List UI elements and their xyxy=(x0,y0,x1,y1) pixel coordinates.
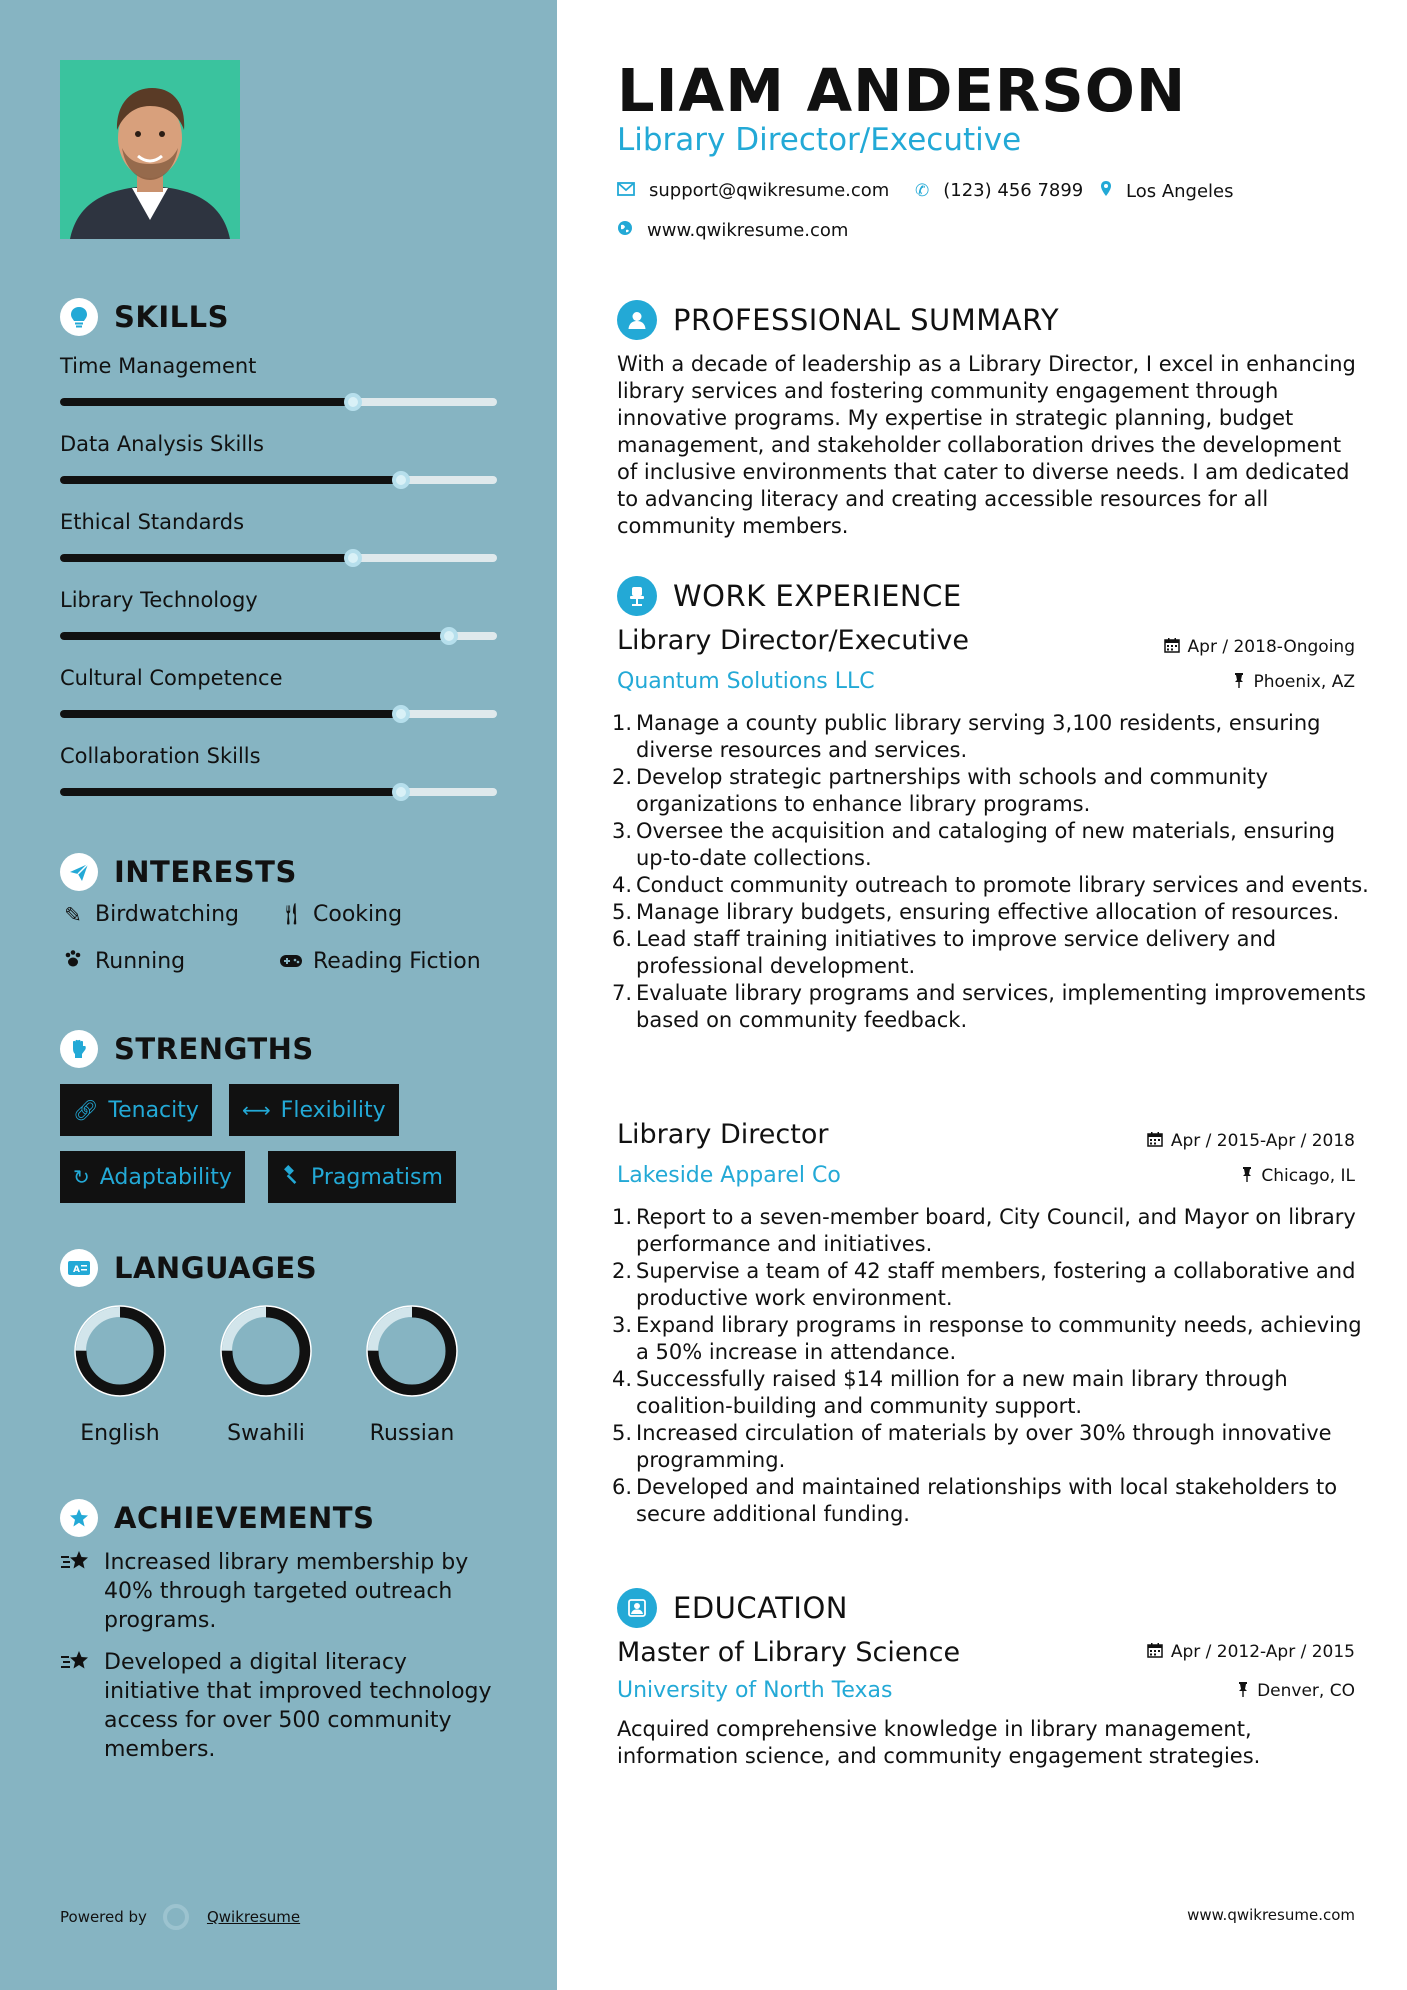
strength-label: Adaptability xyxy=(99,1164,232,1190)
shooting-star-icon xyxy=(60,1548,104,1635)
skill-name: Library Technology xyxy=(60,588,258,612)
bullet-text: Oversee the acquisition and cataloging of new materials, ensuring up-to-date collections. xyxy=(636,819,1336,870)
interests-title: INTERESTS xyxy=(114,855,297,889)
refresh-icon: ↻ xyxy=(73,1165,90,1189)
arrows-horizontal-icon: ⟷ xyxy=(242,1098,271,1122)
language-name: English xyxy=(80,1421,160,1446)
profile-photo xyxy=(60,60,240,239)
company-name: Quantum Solutions LLC xyxy=(617,669,875,694)
bullet-text: Successfully raised $14 million for a new main library through coalition-building and community support. xyxy=(636,1367,1288,1418)
skill-knob xyxy=(440,627,458,645)
bullet-item: 3. Expand library programs in response to community needs, achieving a 50% increase in attendance. xyxy=(609,1312,1369,1366)
job-location-text: Phoenix, AZ xyxy=(1253,672,1355,692)
job-title: Library Director xyxy=(617,1119,829,1150)
strength-badge xyxy=(60,1084,212,1136)
achievement-item xyxy=(60,1648,500,1764)
skill-bar xyxy=(60,398,497,406)
education-heading xyxy=(617,1588,848,1628)
bullet-item: 6. Developed and maintained relationships with local stakeholders to secure additional funding. xyxy=(609,1474,1369,1528)
strength-badge xyxy=(60,1151,245,1203)
strength-badge xyxy=(268,1151,456,1203)
skill-item xyxy=(60,584,500,662)
bullet-text: Developed and maintained relationships with local stakeholders to secure additional funding. xyxy=(636,1475,1338,1526)
bullet-item: 7. Evaluate library programs and services, implementing improvements based on community feedback. xyxy=(609,980,1369,1034)
strength-label: Pragmatism xyxy=(311,1164,443,1190)
bullet-text: Manage a county public library serving 3,100 residents, ensuring diverse resources and services. xyxy=(636,711,1321,762)
skill-item xyxy=(60,350,500,428)
skill-name: Data Analysis Skills xyxy=(60,432,264,456)
contact-website xyxy=(617,220,848,241)
pushpin-icon xyxy=(1241,1166,1253,1186)
language-icon xyxy=(60,1249,98,1287)
job-dates xyxy=(1164,637,1355,657)
contact-location xyxy=(1100,180,1234,202)
graduate-icon xyxy=(617,1588,657,1628)
job-dates xyxy=(1147,1131,1355,1151)
company-name: Lakeside Apparel Co xyxy=(617,1163,841,1188)
location-text: Los Angeles xyxy=(1126,180,1234,202)
bullet-item: 2. Develop strategic partnerships with schools and community organizations to enhance library programs. xyxy=(609,764,1369,818)
bullet-item: 5. Increased circulation of materials by over 30% through innovative programming. xyxy=(609,1420,1369,1474)
envelope-icon xyxy=(617,181,635,201)
bullet-text: Evaluate library programs and services, implementing improvements based on community feedback. xyxy=(636,981,1366,1032)
contact-email xyxy=(617,180,889,201)
candidate-name: LIAM ANDERSON xyxy=(617,56,1187,125)
language-ring xyxy=(72,1303,168,1399)
bullet-text: Develop strategic partnerships with schools and community organizations to enhance library programs. xyxy=(636,765,1269,816)
strengths-heading xyxy=(60,1030,314,1068)
utensils-icon: 🍴︎ xyxy=(278,902,305,926)
education-text: Acquired comprehensive knowledge in library management, information science, and community engagement strategies. xyxy=(617,1717,1261,1768)
education-dates-text: Apr / 2012-Apr / 2015 xyxy=(1170,1642,1355,1662)
language-item xyxy=(216,1303,316,1446)
languages-heading xyxy=(60,1249,317,1287)
education-title: EDUCATION xyxy=(673,1591,849,1625)
bullet-text: Expand library programs in response to community needs, achieving a 50% increase in attendance. xyxy=(636,1313,1362,1364)
contact-phone xyxy=(915,180,1083,201)
language-ring xyxy=(364,1303,460,1399)
candidate-role: Library Director/Executive xyxy=(617,122,1022,158)
skill-knob xyxy=(392,471,410,489)
language-item xyxy=(362,1303,462,1446)
job-location xyxy=(1233,672,1355,692)
degree-title: Master of Library Science xyxy=(617,1637,961,1668)
fist-icon xyxy=(60,1030,98,1068)
bullet-text: Conduct community outreach to promote library services and events. xyxy=(636,873,1369,897)
language-item xyxy=(70,1303,170,1446)
skills-title: SKILLS xyxy=(114,300,229,334)
sidebar xyxy=(0,0,557,1990)
bullet-item: 1. Manage a county public library serving 3,100 residents, ensuring diverse resources and services. xyxy=(609,710,1369,764)
summary-heading xyxy=(617,300,1059,340)
website-text[interactable]: www.qwikresume.com xyxy=(647,220,849,241)
email-text[interactable]: support@qwikresume.com xyxy=(649,180,890,201)
bullet-item: 4. Conduct community outreach to promote library services and events. xyxy=(611,873,1369,897)
skill-name: Cultural Competence xyxy=(60,666,283,690)
interest-item xyxy=(278,902,402,927)
strength-label: Flexibility xyxy=(280,1097,386,1123)
phone-text[interactable]: (123) 456 7899 xyxy=(943,180,1084,201)
achievements-heading xyxy=(60,1499,374,1537)
job-location-text: Chicago, IL xyxy=(1261,1166,1355,1186)
shooting-star-icon xyxy=(60,1648,104,1764)
main-content xyxy=(557,0,1407,1990)
skill-knob xyxy=(344,549,362,567)
summary-text: With a decade of leadership as a Library Director, I excel in enhancing library services and fostering community engagement through innovative programs. My expertise in strategic planning, budget management, and stakeholder collaboration drives the development of inclusive environments that cater to diverse needs. I am dedicated to advancing literacy and creating accessible resources for all community members. xyxy=(617,352,1356,538)
skill-item xyxy=(60,662,500,740)
edit-icon: ✎ xyxy=(64,902,82,927)
experience-heading xyxy=(617,576,962,616)
summary-title: PROFESSIONAL SUMMARY xyxy=(673,303,1060,337)
education-dates xyxy=(1147,1642,1355,1662)
job-dates-text: Apr / 2015-Apr / 2018 xyxy=(1170,1131,1355,1151)
gamepad-icon xyxy=(278,950,304,974)
link-icon: 🔗︎ xyxy=(73,1098,99,1122)
language-ring xyxy=(218,1303,314,1399)
school-name: University of North Texas xyxy=(617,1678,893,1703)
globe-icon xyxy=(617,220,633,241)
powered-by-text: Powered by xyxy=(60,1908,147,1926)
strengths-title: STRENGTHS xyxy=(114,1032,314,1066)
skills-heading xyxy=(60,298,229,336)
skill-bar xyxy=(60,710,497,718)
achievement-text: Developed a digital literacy initiative that improved technology access for over 500 community members. xyxy=(104,1650,492,1762)
skills-list xyxy=(60,350,500,818)
bullet-item: 3. Oversee the acquisition and cataloging of new materials, ensuring up-to-date collections. xyxy=(609,818,1369,872)
strength-badge xyxy=(229,1084,399,1136)
interest-item xyxy=(60,902,239,927)
interest-label: Reading Fiction xyxy=(313,949,481,974)
bullet-text: Manage library budgets, ensuring effective allocation of resources. xyxy=(636,900,1340,924)
achievement-item xyxy=(60,1548,500,1635)
qwikresume-logo-icon xyxy=(163,1904,189,1930)
interest-label: Birdwatching xyxy=(95,902,239,927)
phone-icon: ✆ xyxy=(915,180,930,201)
star-icon xyxy=(60,1499,98,1537)
skill-item xyxy=(60,740,500,818)
bullet-item: 2. Supervise a team of 42 staff members, fostering a collaborative and productive work environment. xyxy=(609,1258,1369,1312)
skill-bar xyxy=(60,788,497,796)
svg-text:A: A xyxy=(73,1265,80,1275)
chair-icon xyxy=(617,576,657,616)
bullet-item: 6. Lead staff training initiatives to improve service delivery and professional development. xyxy=(609,926,1369,980)
skill-knob xyxy=(344,393,362,411)
bullet-text: Supervise a team of 42 staff members, fostering a collaborative and productive work environment. xyxy=(636,1259,1356,1310)
education-location-text: Denver, CO xyxy=(1257,1681,1355,1701)
avatar xyxy=(60,60,240,239)
powered-by xyxy=(60,1904,300,1930)
map-marker-icon xyxy=(1100,180,1112,202)
lightbulb-icon xyxy=(60,298,98,336)
bullet-text: Report to a seven-member board, City Council, and Mayor on library performance and initiatives. xyxy=(636,1205,1356,1256)
skill-knob xyxy=(392,783,410,801)
languages-title: LANGUAGES xyxy=(114,1251,318,1285)
calendar-icon xyxy=(1164,637,1180,657)
pushpin-icon xyxy=(1237,1681,1249,1701)
job-location xyxy=(1241,1166,1355,1186)
education-location xyxy=(1237,1681,1355,1701)
calendar-icon xyxy=(1147,1642,1163,1662)
paper-plane-icon xyxy=(60,853,98,891)
bullet-text: Lead staff training initiatives to improve service delivery and professional development. xyxy=(636,927,1277,978)
skill-bar xyxy=(60,476,497,484)
achievement-text: Increased library membership by 40% through targeted outreach programs. xyxy=(104,1550,469,1633)
bullet-item: 1. Report to a seven-member board, City Council, and Mayor on library performance and initiatives. xyxy=(609,1204,1369,1258)
user-icon xyxy=(617,300,657,340)
interest-item xyxy=(60,949,185,974)
job-bullets xyxy=(609,1204,1369,1528)
interest-label: Cooking xyxy=(313,902,403,927)
skill-bar xyxy=(60,554,497,562)
achievements-title: ACHIEVEMENTS xyxy=(114,1501,375,1535)
bullet-item: 5. Manage library budgets, ensuring effective allocation of resources. xyxy=(611,900,1340,924)
experience-title: WORK EXPERIENCE xyxy=(673,579,962,613)
gavel-icon xyxy=(281,1165,301,1190)
skill-name: Collaboration Skills xyxy=(60,744,261,768)
skill-name: Ethical Standards xyxy=(60,510,245,534)
skill-item xyxy=(60,428,500,506)
job-title: Library Director/Executive xyxy=(617,625,970,656)
bullet-item: 4. Successfully raised $14 million for a new main library through coalition-building and community support. xyxy=(609,1366,1369,1420)
language-name: Russian xyxy=(369,1421,455,1446)
qwikresume-link[interactable]: Qwikresume xyxy=(206,1908,301,1926)
skill-item xyxy=(60,506,500,584)
job-bullets xyxy=(609,710,1369,1034)
strength-label: Tenacity xyxy=(108,1097,199,1123)
calendar-icon xyxy=(1147,1131,1163,1151)
skill-bar xyxy=(60,632,497,640)
interests-heading xyxy=(60,853,297,891)
skill-name: Time Management xyxy=(60,354,257,378)
job-dates-text: Apr / 2018-Ongoing xyxy=(1187,637,1355,657)
language-name: Swahili xyxy=(227,1421,305,1446)
interest-label: Running xyxy=(95,949,186,974)
skill-knob xyxy=(392,705,410,723)
bullet-text: Increased circulation of materials by over 30% through innovative programming. xyxy=(636,1421,1332,1472)
footer-website[interactable]: www.qwikresume.com xyxy=(1187,1906,1355,1924)
interest-item xyxy=(278,949,481,974)
paw-icon xyxy=(60,949,86,974)
pushpin-icon xyxy=(1233,672,1245,692)
